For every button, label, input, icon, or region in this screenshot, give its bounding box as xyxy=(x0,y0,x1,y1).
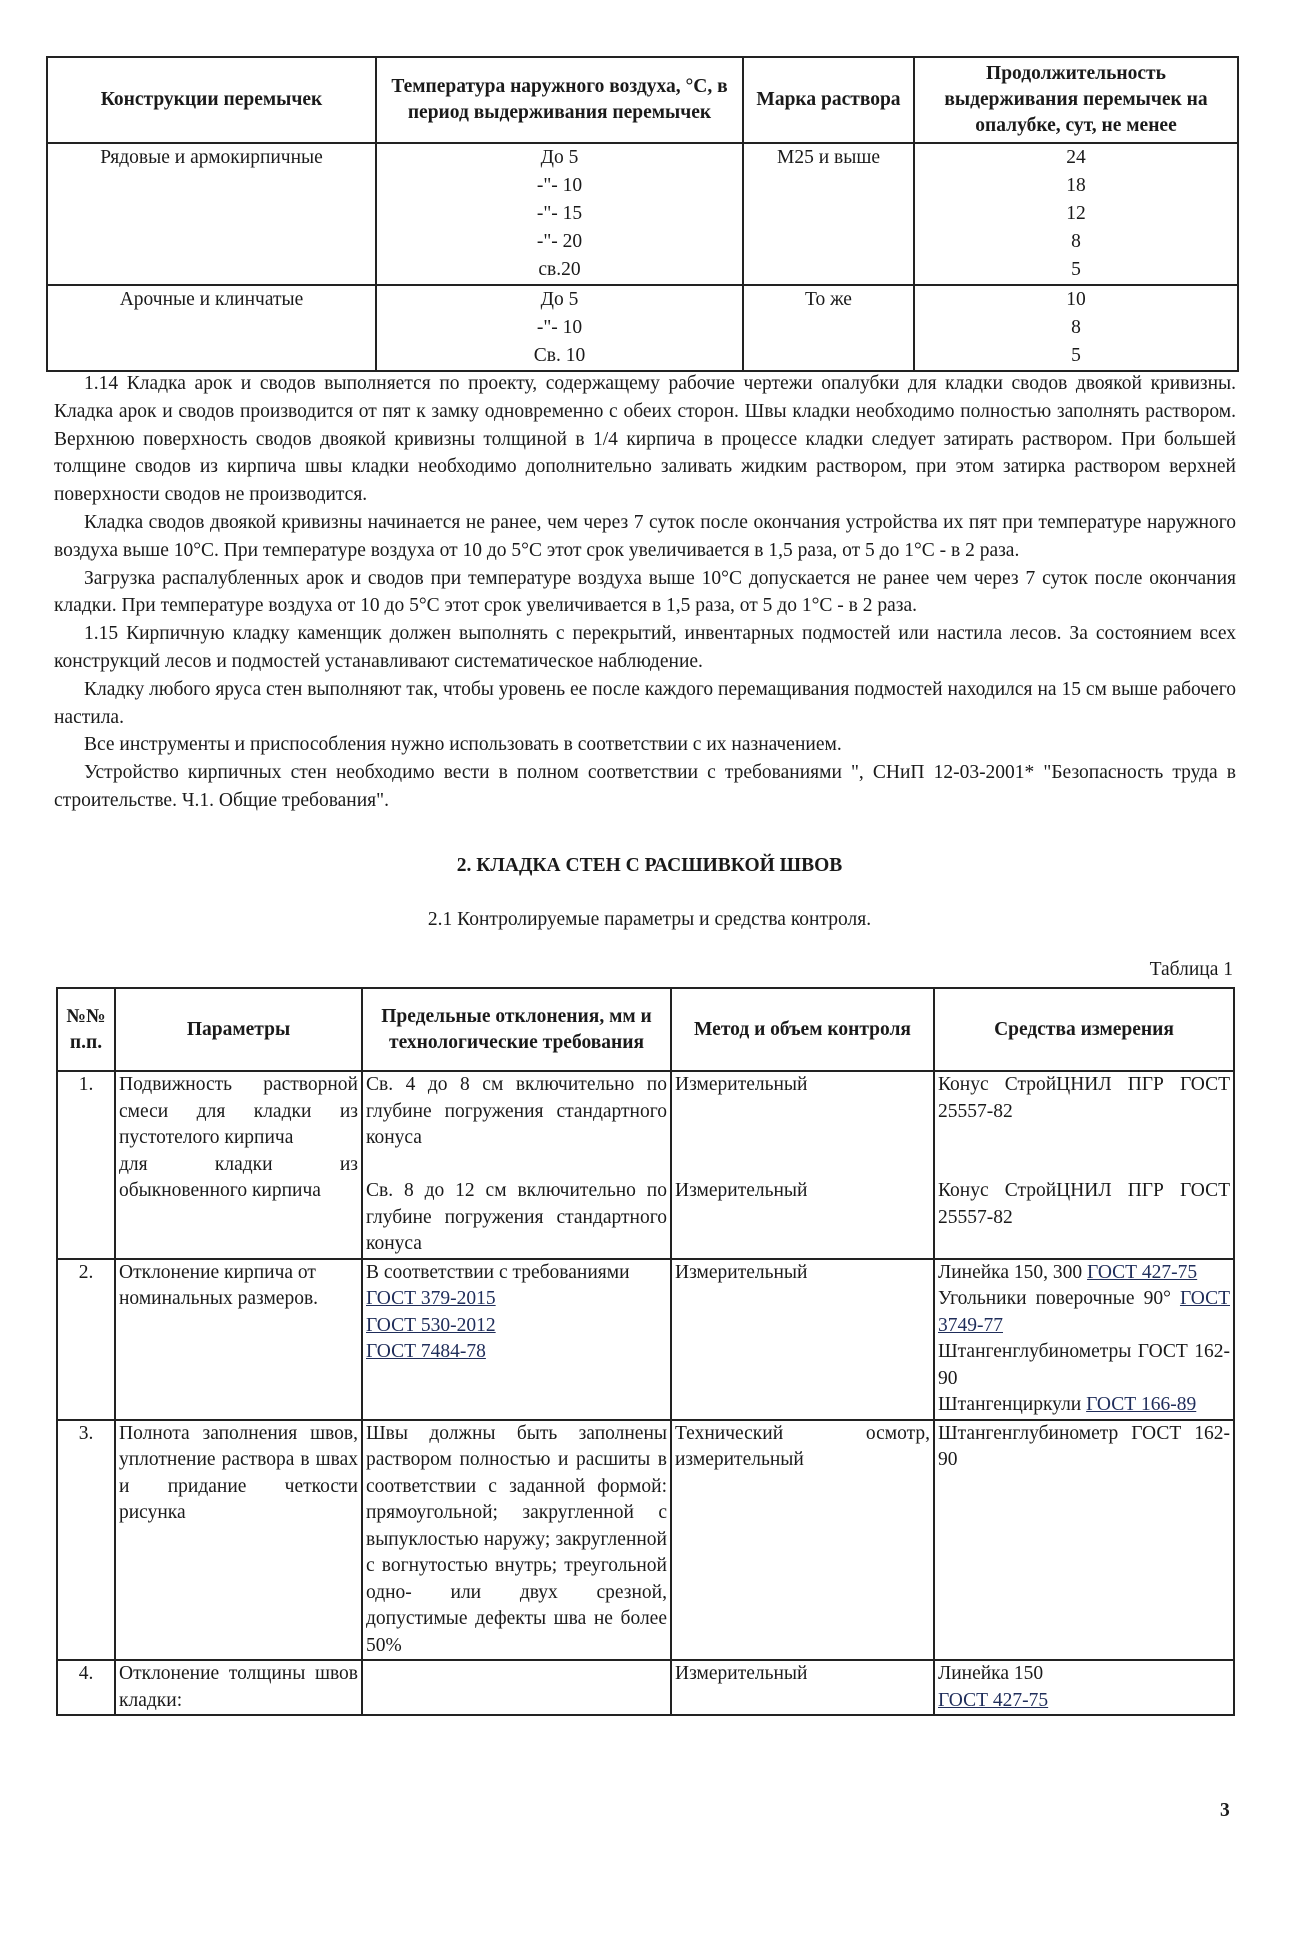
tool-text: Линейка 150, 300 xyxy=(938,1261,1083,1283)
parameter-text: Подвижность растворной смеси для кладки из пустотелого кирпича xyxy=(119,1074,358,1148)
paragraph: Кладку любого яруса стен выполняют так, чтобы уровень ее после каждого перемащивания подмостей находился на 15 см выше рабочего настила. xyxy=(54,678,1236,728)
row-number: 3. xyxy=(57,1420,115,1661)
row-number: 2. xyxy=(57,1259,115,1420)
grade-cell: То же xyxy=(743,285,914,371)
method-text: Измерительный xyxy=(675,1180,808,1201)
header-limits: Предельные отклонения, мм и технологические требования xyxy=(362,988,671,1071)
grade-cell: М25 и выше xyxy=(743,143,914,285)
header-parameters: Параметры xyxy=(115,988,362,1071)
paragraph: Загрузка распалубленных арок и сводов при температуре воздуха выше 10°С допускается не ранее чем через 7 суток после окончания кладки. При температуре воздуха от 10 до 5°С этот срок увеличивается в 1,5 раза, от 5 до 1°С - в 2 раза. xyxy=(54,567,1236,617)
construction-cell: Арочные и клинчатые xyxy=(47,285,376,371)
temps-cell xyxy=(376,285,743,371)
table-caption: Таблица 1 xyxy=(1149,959,1233,980)
table-row xyxy=(57,1660,1234,1715)
header-temperature: Температура наружного воздуха, °С, в период выдерживания перемычек xyxy=(376,57,743,143)
temp-value: Св. 10 xyxy=(533,345,586,366)
tool-text: Угольники поверочные 90° xyxy=(938,1288,1171,1309)
table-row xyxy=(57,1259,1234,1420)
parameter-cell: Отклонение кирпича от номинальных размеров. xyxy=(115,1259,362,1420)
gost-link[interactable]: ГОСТ 3749-77 xyxy=(938,1288,1230,1336)
tool-text: Штангенглубинометры ГОСТ 162-90 xyxy=(938,1341,1230,1389)
days-cell xyxy=(914,285,1238,371)
gost-link[interactable]: ГОСТ 379-2015 xyxy=(366,1288,496,1309)
paragraph: Все инструменты и приспособления нужно использовать в соответствии с их назначением. xyxy=(84,734,842,756)
header-duration: Продолжительность выдерживания перемычек на опалубке, сут, не менее xyxy=(914,57,1238,143)
tool-text: Конус СтройЦНИЛ ПГР ГОСТ 25557-82 xyxy=(938,1074,1230,1122)
method-text: Измерительный xyxy=(675,1074,808,1095)
days-value: 5 xyxy=(1071,345,1081,366)
tool-text: Штангенциркули xyxy=(938,1394,1082,1415)
temp-value: -"- 15 xyxy=(536,203,583,224)
days-value: 24 xyxy=(1066,147,1086,168)
method-cell: Измерительный xyxy=(671,1660,934,1715)
tools-cell xyxy=(934,1660,1234,1715)
limits-cell xyxy=(362,1071,671,1259)
construction-cell: Рядовые и армокирпичные xyxy=(47,143,376,285)
temp-value: св.20 xyxy=(538,259,581,280)
temp-value: -"- 10 xyxy=(536,317,583,338)
parameter-cell: Полнота заполнения швов, уплотнение раствора в швах и придание четкости рисунка xyxy=(115,1420,362,1661)
paragraph: Устройство кирпичных стен необходимо вести в полном соответствии с требованиями ", СНиП 12-03-2001* "Безопасность труда в строительстве. Ч.1. Общие требования". xyxy=(54,762,1236,811)
hardening-table xyxy=(46,56,1239,372)
temp-value: -"- 10 xyxy=(536,175,583,196)
limits-cell xyxy=(362,1660,671,1715)
tools-cell xyxy=(934,1259,1234,1420)
parameter-text: для кладки из обыкновенного кирпича xyxy=(119,1153,358,1201)
days-value: 5 xyxy=(1071,259,1081,280)
gost-link[interactable]: ГОСТ 166-89 xyxy=(1086,1394,1197,1415)
method-cell xyxy=(671,1071,934,1259)
gost-link[interactable]: ГОСТ 427-75 xyxy=(1087,1261,1198,1283)
days-cell xyxy=(914,143,1238,285)
table-row xyxy=(57,1420,1234,1661)
control-parameters-table xyxy=(56,987,1235,1716)
gost-link[interactable]: ГОСТ 7484-78 xyxy=(366,1341,486,1362)
tool-text: Конус СтройЦНИЛ ПГР ГОСТ 25557-82 xyxy=(938,1180,1230,1228)
limit-text: Св. 4 до 8 см включительно по глубине погружения стандартного конуса xyxy=(366,1074,667,1148)
header-grade: Марка раствора xyxy=(743,57,914,143)
temp-value: До 5 xyxy=(540,289,579,310)
days-value: 18 xyxy=(1066,175,1086,196)
tools-cell: Штангенглубинометр ГОСТ 162-90 xyxy=(934,1420,1234,1661)
temp-value: До 5 xyxy=(540,147,579,168)
table-row xyxy=(47,143,1238,285)
body-text xyxy=(54,370,1236,815)
temps-cell xyxy=(376,143,743,285)
table-row xyxy=(47,285,1238,371)
header-number: №№ п.п. xyxy=(57,988,115,1071)
paragraph: 1.14 Кладка арок и сводов выполняется по проекту, содержащему рабочие чертежи опалубки для кладки сводов двоякой кривизны. Кладка арок и сводов производится от пят к замку одновременно с обеих сторон. Швы кладки необходимо полностью заполнять раствором. Верхнюю поверхность сводов двоякой кривизны толщиной в 1/4 кирпича в процессе кладки следует затирать раствором. При большей толщине сводов из кирпича швы кладки необходимо дополнительно заливать жидким раствором, при этом затирка раствором верхней поверхности сводов не производится. xyxy=(54,373,1236,506)
paragraph: Кладка сводов двоякой кривизны начинается не ранее, чем через 7 суток после окончания устройства их пят при температуре наружного воздуха выше 10°С. При температуре воздуха от 10 до 5°С этот срок увеличивается в 1,5 раза, от 5 до 1°С - в 2 раза. xyxy=(54,511,1236,561)
subsection-title: 2.1 Контролируемые параметры и средства контроля. xyxy=(427,909,872,930)
limits-cell: Швы должны быть заполнены раствором полностью и расшиты в соответствии с заданной формой: прямоугольной; закругленной с выпуклостью наружу; закругленной с вогнутостью внутрь; треугольной одно- или двух срезной, допустимые дефекты шва не более 50% xyxy=(362,1420,671,1661)
tools-cell xyxy=(934,1071,1234,1259)
paragraph: 1.15 Кирпичную кладку каменщик должен выполнять с перекрытий, инвентарных подмостей или настила лесов. За состоянием всех конструкций лесов и подмостей устанавливают систематическое наблюдение. xyxy=(54,623,1236,672)
row-number: 1. xyxy=(57,1071,115,1259)
method-cell: Измерительный xyxy=(671,1259,934,1420)
gost-link[interactable]: ГОСТ 427-75 xyxy=(938,1689,1049,1711)
limit-text: В соответствии с требованиями xyxy=(366,1261,630,1283)
parameter-cell: Отклонение толщины швов кладки: xyxy=(115,1660,362,1715)
method-cell: Технический осмотр, измерительный xyxy=(671,1420,934,1661)
days-value: 8 xyxy=(1071,317,1081,338)
tool-text: Линейка 150 xyxy=(938,1663,1044,1684)
temp-value: -"- 20 xyxy=(536,231,583,252)
header-method: Метод и объем контроля xyxy=(671,988,934,1071)
section-title: 2. КЛАДКА СТЕН С РАСШИВКОЙ ШВОВ xyxy=(456,855,843,876)
header-construction: Конструкции перемычек xyxy=(47,57,376,143)
days-value: 8 xyxy=(1071,231,1081,252)
limit-text: Св. 8 до 12 см включительно по глубине погружения стандартного конуса xyxy=(366,1180,667,1254)
header-tools: Средства измерения xyxy=(934,988,1234,1071)
table-row xyxy=(57,1071,1234,1259)
limits-cell xyxy=(362,1259,671,1420)
row-number: 4. xyxy=(57,1660,115,1715)
gost-link[interactable]: ГОСТ 530-2012 xyxy=(366,1314,496,1336)
parameter-cell xyxy=(115,1071,362,1259)
page-number: 3 xyxy=(1220,1800,1230,1821)
days-value: 12 xyxy=(1066,203,1086,224)
days-value: 10 xyxy=(1066,289,1086,310)
